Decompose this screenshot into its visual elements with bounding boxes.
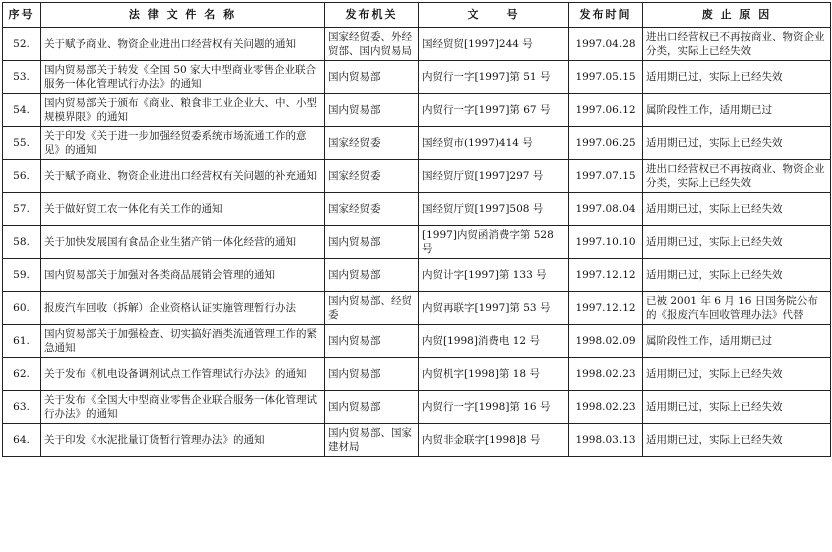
cell-no: 58. <box>3 226 41 259</box>
cell-date: 1998.02.09 <box>569 325 643 358</box>
cell-org: 国内贸易部 <box>325 391 419 424</box>
cell-org: 国内贸易部 <box>325 358 419 391</box>
cell-reason: 属阶段性工作，适用期已过 <box>643 94 831 127</box>
table-body <box>3 28 831 457</box>
cell-date: 1998.02.23 <box>569 358 643 391</box>
cell-reason: 适用期已过，实际上已经失效 <box>643 61 831 94</box>
cell-no: 55. <box>3 127 41 160</box>
cell-date: 1997.08.04 <box>569 193 643 226</box>
cell-title: 国内贸易部关于加强对各类商品展销会管理的通知 <box>41 259 325 292</box>
cell-org: 国内贸易部、经贸委 <box>325 292 419 325</box>
cell-no: 60. <box>3 292 41 325</box>
cell-org: 国家经贸委、外经贸部、国内贸易局 <box>325 28 419 61</box>
cell-title: 国内贸易部关于加强检查、切实搞好酒类流通管理工作的紧急通知 <box>41 325 325 358</box>
cell-no: 56. <box>3 160 41 193</box>
cell-reason: 适用期已过，实际上已经失效 <box>643 259 831 292</box>
cell-date: 1997.06.12 <box>569 94 643 127</box>
cell-no: 53. <box>3 61 41 94</box>
cell-title: 关于发布《全国大中型商业零售企业联合服务一体化管理试行办法》的通知 <box>41 391 325 424</box>
header-doc-number: 文 号 <box>419 3 569 28</box>
cell-doc-number: 内贸行一字[1997]第 51 号 <box>419 61 569 94</box>
cell-doc-number: 内贸再联字[1997]第 53 号 <box>419 292 569 325</box>
table-row <box>3 94 831 127</box>
cell-doc-number: [1997]内贸函消费字第 528 号 <box>419 226 569 259</box>
cell-no: 63. <box>3 391 41 424</box>
cell-org: 国家经贸委 <box>325 127 419 160</box>
cell-org: 国内贸易部 <box>325 61 419 94</box>
cell-reason: 适用期已过，实际上已经失效 <box>643 193 831 226</box>
cell-date: 1997.12.12 <box>569 292 643 325</box>
cell-doc-number: 国经贸厅贸[1997]297 号 <box>419 160 569 193</box>
table-row <box>3 391 831 424</box>
document-table <box>2 2 831 457</box>
cell-no: 61. <box>3 325 41 358</box>
cell-doc-number: 内贸[1998]消费电 12 号 <box>419 325 569 358</box>
table-row <box>3 28 831 61</box>
cell-reason: 适用期已过，实际上已经失效 <box>643 424 831 457</box>
table-row <box>3 358 831 391</box>
cell-reason: 适用期已过，实际上已经失效 <box>643 391 831 424</box>
cell-doc-number: 内贸机字[1998]第 18 号 <box>419 358 569 391</box>
cell-reason: 适用期已过，实际上已经失效 <box>643 358 831 391</box>
cell-title: 关于做好贸工农一体化有关工作的通知 <box>41 193 325 226</box>
header-reason: 废 止 原 因 <box>643 3 831 28</box>
cell-date: 1997.06.25 <box>569 127 643 160</box>
table-row <box>3 160 831 193</box>
cell-no: 57. <box>3 193 41 226</box>
cell-doc-number: 国经贸厅贸[1997]508 号 <box>419 193 569 226</box>
cell-date: 1997.10.10 <box>569 226 643 259</box>
table-row <box>3 325 831 358</box>
cell-title: 关于赋予商业、物资企业进出口经营权有关问题的通知 <box>41 28 325 61</box>
cell-doc-number: 国经贸贸[1997]244 号 <box>419 28 569 61</box>
cell-title: 关于加快发展国有食品企业生猪产销一体化经营的通知 <box>41 226 325 259</box>
header-no: 序号 <box>3 3 41 28</box>
cell-org: 国内贸易部 <box>325 325 419 358</box>
cell-doc-number: 国经贸市(1997)414 号 <box>419 127 569 160</box>
table-row <box>3 61 831 94</box>
cell-org: 国内贸易部 <box>325 94 419 127</box>
cell-date: 1997.04.28 <box>569 28 643 61</box>
table-header-row <box>3 3 831 28</box>
table-row <box>3 424 831 457</box>
cell-title: 关于赋予商业、物资企业进出口经营权有关问题的补充通知 <box>41 160 325 193</box>
cell-doc-number: 内贸计字[1997]第 133 号 <box>419 259 569 292</box>
cell-org: 国内贸易部 <box>325 226 419 259</box>
cell-reason: 进出口经营权已不再按商业、物资企业分类，实际上已经失效 <box>643 160 831 193</box>
header-date: 发布时间 <box>569 3 643 28</box>
cell-date: 1998.02.23 <box>569 391 643 424</box>
cell-no: 64. <box>3 424 41 457</box>
cell-title: 报废汽车回收（拆解）企业资格认证实施管理暂行办法 <box>41 292 325 325</box>
cell-org: 国内贸易部、国家建材局 <box>325 424 419 457</box>
header-title: 法 律 文 件 名 称 <box>41 3 325 28</box>
cell-title: 国内贸易部关于颁布《商业、粮食非工业企业大、中、小型规模界限》的通知 <box>41 94 325 127</box>
cell-no: 62. <box>3 358 41 391</box>
table-row <box>3 226 831 259</box>
cell-no: 54. <box>3 94 41 127</box>
cell-reason: 属阶段性工作，适用期已过 <box>643 325 831 358</box>
cell-date: 1997.05.15 <box>569 61 643 94</box>
cell-reason: 适用期已过，实际上已经失效 <box>643 226 831 259</box>
cell-reason: 已被 2001 年 6 月 16 日国务院公布的《报废汽车回收管理办法》代替 <box>643 292 831 325</box>
cell-org: 国内贸易部 <box>325 259 419 292</box>
cell-reason: 进出口经营权已不再按商业、物资企业分类，实际上已经失效 <box>643 28 831 61</box>
cell-date: 1997.12.12 <box>569 259 643 292</box>
cell-doc-number: 内贸非金联字[1998]8 号 <box>419 424 569 457</box>
cell-date: 1998.03.13 <box>569 424 643 457</box>
table-row <box>3 193 831 226</box>
cell-doc-number: 内贸行一字[1997]第 67 号 <box>419 94 569 127</box>
cell-title: 关于发布《机电设备调剂试点工作管理试行办法》的通知 <box>41 358 325 391</box>
cell-reason: 适用期已过，实际上已经失效 <box>643 127 831 160</box>
cell-title: 关于印发《关于进一步加强经贸委系统市场流通工作的意见》的通知 <box>41 127 325 160</box>
cell-no: 52. <box>3 28 41 61</box>
cell-date: 1997.07.15 <box>569 160 643 193</box>
cell-no: 59. <box>3 259 41 292</box>
cell-doc-number: 内贸行一字[1998]第 16 号 <box>419 391 569 424</box>
cell-org: 国家经贸委 <box>325 193 419 226</box>
table-row <box>3 292 831 325</box>
header-org: 发布机关 <box>325 3 419 28</box>
cell-title: 关于印发《水泥批量订货暂行管理办法》的通知 <box>41 424 325 457</box>
table-row <box>3 259 831 292</box>
cell-title: 国内贸易部关于转发《全国 50 家大中型商业零售企业联合服务一体化管理试行办法》的通知 <box>41 61 325 94</box>
cell-org: 国家经贸委 <box>325 160 419 193</box>
table-row <box>3 127 831 160</box>
